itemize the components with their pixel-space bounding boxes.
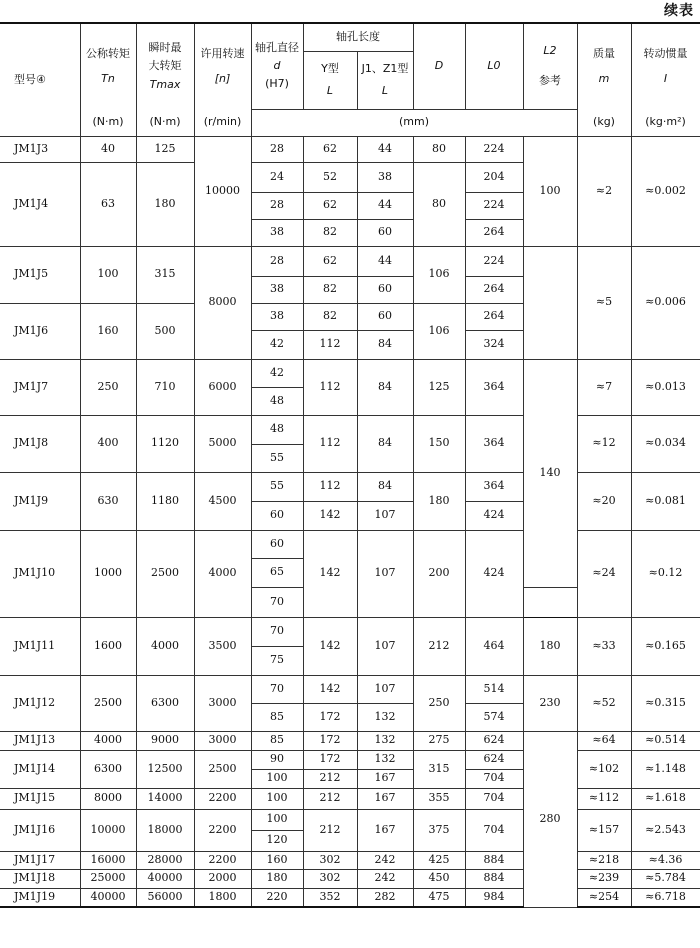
cell-D: 106: [413, 246, 465, 303]
table-row: [0, 731, 700, 750]
cell-d: 85: [251, 731, 303, 750]
cell-d: 42: [251, 359, 303, 387]
cell-Lj: 167: [357, 788, 413, 809]
cell-speed: 2500: [194, 750, 251, 788]
cell-mass: ≈12: [577, 415, 631, 472]
cell-Lj: 107: [357, 501, 413, 530]
cell-Tmax: 6300: [136, 675, 194, 731]
cell-model: JM1J15: [0, 788, 80, 809]
cell-Ly: 142: [303, 675, 357, 703]
cell-inertia: ≈1.148: [631, 750, 700, 788]
cell-Lj: 38: [357, 162, 413, 192]
cell-model: JM1J6: [0, 303, 80, 359]
cell-Tn: 630: [80, 472, 136, 530]
cell-model: JM1J9: [0, 472, 80, 530]
cell-mass: ≈5: [577, 246, 631, 359]
cell-Tmax: 9000: [136, 731, 194, 750]
cell-Lj: 44: [357, 246, 413, 276]
cell-L0: 514: [465, 675, 523, 703]
cell-D: 150: [413, 415, 465, 472]
cell-Lj: 132: [357, 703, 413, 731]
cell-L0: 264: [465, 219, 523, 246]
cell-d: 160: [251, 851, 303, 869]
cell-D: 275: [413, 731, 465, 750]
cell-Lj: 84: [357, 472, 413, 501]
cell-D: 80: [413, 136, 465, 162]
cell-Tmax: 2500: [136, 530, 194, 617]
unit-mm: (mm): [251, 109, 577, 136]
cell-L0: 224: [465, 246, 523, 276]
table-row: [0, 415, 700, 444]
cell-L0: 364: [465, 472, 523, 501]
cell-L0: 884: [465, 869, 523, 888]
cell-Lj: 107: [357, 675, 413, 703]
cell-L2: [523, 246, 577, 359]
cell-Tmax: 14000: [136, 788, 194, 809]
cell-D: 106: [413, 303, 465, 359]
table-header: [0, 23, 700, 136]
cell-Tmax: 180: [136, 162, 194, 246]
coupling-spec-table: [0, 22, 700, 908]
cell-Lj: 44: [357, 192, 413, 219]
cell-mass: ≈2: [577, 136, 631, 246]
cell-model: JM1J8: [0, 415, 80, 472]
cell-Ly: 52: [303, 162, 357, 192]
cell-Lj: 132: [357, 750, 413, 769]
cell-mass: ≈64: [577, 731, 631, 750]
cell-model: JM1J18: [0, 869, 80, 888]
cell-Ly: 352: [303, 888, 357, 907]
cell-L0: 984: [465, 888, 523, 907]
cell-inertia: ≈0.002: [631, 136, 700, 246]
cell-L0: 424: [465, 530, 523, 617]
cell-Tn: 1000: [80, 530, 136, 617]
cell-mass: ≈157: [577, 809, 631, 851]
cell-Lj: 242: [357, 869, 413, 888]
header-D: D: [413, 23, 465, 109]
cell-L0: 704: [465, 788, 523, 809]
cell-Tn: 8000: [80, 788, 136, 809]
table-row: [0, 136, 700, 162]
table-row: [0, 675, 700, 703]
cell-inertia: ≈0.165: [631, 617, 700, 675]
cell-speed: 2200: [194, 809, 251, 851]
cell-L2: 230: [523, 675, 577, 731]
table-row: [0, 809, 700, 830]
cell-speed: 2200: [194, 851, 251, 869]
cell-D: 475: [413, 888, 465, 907]
cell-mass: ≈33: [577, 617, 631, 675]
cell-model: JM1J16: [0, 809, 80, 851]
cell-d: 38: [251, 219, 303, 246]
cell-speed: 1800: [194, 888, 251, 907]
cell-D: 200: [413, 530, 465, 617]
cell-speed: 3000: [194, 675, 251, 731]
table-row: [0, 888, 700, 907]
cell-Ly: 112: [303, 472, 357, 501]
table-row: [0, 617, 700, 646]
cell-d: 90: [251, 750, 303, 769]
cell-Tmax: 710: [136, 359, 194, 415]
cell-Tn: 63: [80, 162, 136, 246]
cell-Lj: 167: [357, 769, 413, 788]
cell-model: JM1J13: [0, 731, 80, 750]
cell-speed: 4500: [194, 472, 251, 530]
cell-Ly: 172: [303, 703, 357, 731]
cell-Ly: 62: [303, 246, 357, 276]
table-row: [0, 246, 700, 276]
cell-speed: 5000: [194, 415, 251, 472]
cell-Lj: 84: [357, 415, 413, 472]
cell-d: 70: [251, 587, 303, 617]
cell-mass: ≈254: [577, 888, 631, 907]
cell-model: JM1J11: [0, 617, 80, 675]
cell-Ly: 112: [303, 359, 357, 415]
cell-L0: 574: [465, 703, 523, 731]
cell-mass: ≈20: [577, 472, 631, 530]
cell-mass: ≈7: [577, 359, 631, 415]
cell-inertia: ≈1.618: [631, 788, 700, 809]
cell-d: 28: [251, 136, 303, 162]
cell-D: 212: [413, 617, 465, 675]
cell-Lj: 60: [357, 276, 413, 303]
cell-D: 180: [413, 472, 465, 530]
cell-D: 315: [413, 750, 465, 788]
cell-L0: 224: [465, 136, 523, 162]
table-row: [0, 869, 700, 888]
cell-mass: ≈112: [577, 788, 631, 809]
cell-L0: 624: [465, 731, 523, 750]
cell-Tn: 250: [80, 359, 136, 415]
cell-d: 100: [251, 809, 303, 830]
cell-Ly: 112: [303, 330, 357, 359]
cell-d: 120: [251, 830, 303, 851]
cell-mass: ≈102: [577, 750, 631, 788]
cell-Tmax: 315: [136, 246, 194, 303]
cell-Tn: 2500: [80, 675, 136, 731]
cell-model: JM1J17: [0, 851, 80, 869]
cell-L0: 704: [465, 809, 523, 851]
cell-D: 250: [413, 675, 465, 731]
cell-model: JM1J19: [0, 888, 80, 907]
header-len-y: Y型 L: [303, 51, 357, 109]
cell-Ly: 82: [303, 276, 357, 303]
cell-L0: 264: [465, 303, 523, 330]
cell-d: 55: [251, 472, 303, 501]
cell-L2: 100: [523, 136, 577, 246]
cell-Tmax: 12500: [136, 750, 194, 788]
cell-Ly: 212: [303, 809, 357, 851]
table-row: [0, 851, 700, 869]
cell-L0: 464: [465, 617, 523, 675]
cell-d: 42: [251, 330, 303, 359]
cell-speed: 3500: [194, 617, 251, 675]
cell-mass: ≈52: [577, 675, 631, 731]
cell-Tn: 160: [80, 303, 136, 359]
cell-inertia: ≈0.006: [631, 246, 700, 359]
cell-L0: 364: [465, 415, 523, 472]
cell-L0: 364: [465, 359, 523, 415]
cell-d: 220: [251, 888, 303, 907]
table-row: [0, 472, 700, 501]
cell-d: 65: [251, 558, 303, 587]
cell-d: 48: [251, 415, 303, 444]
cell-D: 375: [413, 809, 465, 851]
unit-Tn: (N·m): [80, 109, 136, 136]
unit-mass: (kg): [577, 109, 631, 136]
unit-speed: (r/min): [194, 109, 251, 136]
table-row: [0, 750, 700, 769]
cell-Lj: 107: [357, 617, 413, 675]
cell-L0: 204: [465, 162, 523, 192]
cell-d: 70: [251, 675, 303, 703]
cell-d: 38: [251, 303, 303, 330]
cell-Lj: 84: [357, 359, 413, 415]
cell-Lj: 60: [357, 303, 413, 330]
cell-d: 24: [251, 162, 303, 192]
cell-d: 28: [251, 246, 303, 276]
cell-inertia: ≈5.784: [631, 869, 700, 888]
cell-speed: 6000: [194, 359, 251, 415]
header-speed: 许用转速 [n]: [194, 23, 251, 109]
cell-Ly: 212: [303, 769, 357, 788]
cell-Tmax: 40000: [136, 869, 194, 888]
cell-inertia: ≈0.315: [631, 675, 700, 731]
cell-d: 60: [251, 530, 303, 558]
cell-inertia: ≈4.36: [631, 851, 700, 869]
cell-Ly: 302: [303, 869, 357, 888]
cell-Ly: 142: [303, 530, 357, 617]
cell-D: 425: [413, 851, 465, 869]
cell-Tn: 16000: [80, 851, 136, 869]
cell-mass: ≈24: [577, 530, 631, 617]
cell-L0: 324: [465, 330, 523, 359]
cell-d: 70: [251, 617, 303, 646]
cell-Tmax: 18000: [136, 809, 194, 851]
header-bore-length: 轴孔长度: [303, 23, 413, 51]
cell-Lj: 84: [357, 330, 413, 359]
cell-inertia: ≈0.514: [631, 731, 700, 750]
cell-speed: 4000: [194, 530, 251, 617]
cell-Tmax: 125: [136, 136, 194, 162]
cell-inertia: ≈0.034: [631, 415, 700, 472]
cell-L0: 424: [465, 501, 523, 530]
cell-Ly: 62: [303, 192, 357, 219]
cell-model: JM1J7: [0, 359, 80, 415]
cell-inertia: ≈0.013: [631, 359, 700, 415]
cell-Tmax: 56000: [136, 888, 194, 907]
cell-d: 180: [251, 869, 303, 888]
cell-mass: ≈239: [577, 869, 631, 888]
cell-Lj: 167: [357, 809, 413, 851]
cell-L0: 264: [465, 276, 523, 303]
cell-speed: 2000: [194, 869, 251, 888]
cell-Tn: 6300: [80, 750, 136, 788]
cell-speed: 2200: [194, 788, 251, 809]
cell-Tn: 40000: [80, 888, 136, 907]
header-bore: 轴孔直径 d (H7): [251, 23, 303, 109]
cell-Tmax: 28000: [136, 851, 194, 869]
header-nominal-torque: 公称转矩 Tn: [80, 23, 136, 109]
cell-inertia: ≈0.12: [631, 530, 700, 617]
cell-speed: 8000: [194, 246, 251, 359]
cell-speed: 10000: [194, 136, 251, 246]
cell-L2: 140: [523, 359, 577, 587]
cell-Tmax: 4000: [136, 617, 194, 675]
cell-Ly: 62: [303, 136, 357, 162]
table-row: [0, 788, 700, 809]
cell-Lj: 107: [357, 530, 413, 617]
cell-model: JM1J4: [0, 162, 80, 246]
continued-label: 续表: [664, 3, 694, 19]
table-row: [0, 530, 700, 558]
cell-Tn: 25000: [80, 869, 136, 888]
cell-Tn: 40: [80, 136, 136, 162]
cell-Lj: 282: [357, 888, 413, 907]
cell-Tmax: 1120: [136, 415, 194, 472]
cell-L0: 884: [465, 851, 523, 869]
table-row: [0, 359, 700, 387]
cell-d: 38: [251, 276, 303, 303]
cell-inertia: ≈6.718: [631, 888, 700, 907]
cell-Tmax: 500: [136, 303, 194, 359]
cell-inertia: ≈0.081: [631, 472, 700, 530]
cell-D: 80: [413, 162, 465, 246]
unit-Tmax: (N·m): [136, 109, 194, 136]
cell-d: 85: [251, 703, 303, 731]
cell-Ly: 212: [303, 788, 357, 809]
cell-Ly: 82: [303, 303, 357, 330]
cell-d: 100: [251, 788, 303, 809]
cell-d: 75: [251, 646, 303, 675]
cell-d: 28: [251, 192, 303, 219]
cell-inertia: ≈2.543: [631, 809, 700, 851]
cell-Tn: 10000: [80, 809, 136, 851]
cell-Ly: 302: [303, 851, 357, 869]
cell-Tn: 1600: [80, 617, 136, 675]
cell-Lj: 44: [357, 136, 413, 162]
header-mass: 质量 m: [577, 23, 631, 109]
cell-model: JM1J3: [0, 136, 80, 162]
cell-Lj: 242: [357, 851, 413, 869]
cell-Ly: 142: [303, 617, 357, 675]
cell-d: 100: [251, 769, 303, 788]
cell-Ly: 82: [303, 219, 357, 246]
header-model: 型号④: [0, 23, 80, 136]
header-len-j: J1、Z1型 L: [357, 51, 413, 109]
cell-model: JM1J12: [0, 675, 80, 731]
cell-D: 355: [413, 788, 465, 809]
cell-d: 55: [251, 444, 303, 472]
cell-speed: 3000: [194, 731, 251, 750]
cell-L0: 224: [465, 192, 523, 219]
cell-Ly: 142: [303, 501, 357, 530]
cell-Lj: 60: [357, 219, 413, 246]
unit-inertia: (kg·m²): [631, 109, 700, 136]
cell-model: JM1J5: [0, 246, 80, 303]
cell-d: 48: [251, 387, 303, 415]
cell-Ly: 112: [303, 415, 357, 472]
cell-Lj: 132: [357, 731, 413, 750]
cell-Tn: 4000: [80, 731, 136, 750]
cell-Tmax: 1180: [136, 472, 194, 530]
cell-D: 125: [413, 359, 465, 415]
cell-model: JM1J10: [0, 530, 80, 617]
cell-L0: 624: [465, 750, 523, 769]
cell-model: JM1J14: [0, 750, 80, 788]
cell-L2: 180: [523, 617, 577, 675]
cell-Ly: 172: [303, 750, 357, 769]
header-L2: L2 参考: [523, 23, 577, 109]
cell-mass: ≈218: [577, 851, 631, 869]
cell-D: 450: [413, 869, 465, 888]
header-inertia: 转动惯量 I: [631, 23, 700, 109]
table-body: [0, 136, 700, 907]
cell-d: 60: [251, 501, 303, 530]
cell-Tn: 100: [80, 246, 136, 303]
cell-Ly: 172: [303, 731, 357, 750]
cell-Tn: 400: [80, 415, 136, 472]
cell-L2: 280: [523, 731, 577, 907]
header-max-torque: 瞬时最 大转矩 Tmax: [136, 23, 194, 109]
header-L0: L0: [465, 23, 523, 109]
cell-L0: 704: [465, 769, 523, 788]
